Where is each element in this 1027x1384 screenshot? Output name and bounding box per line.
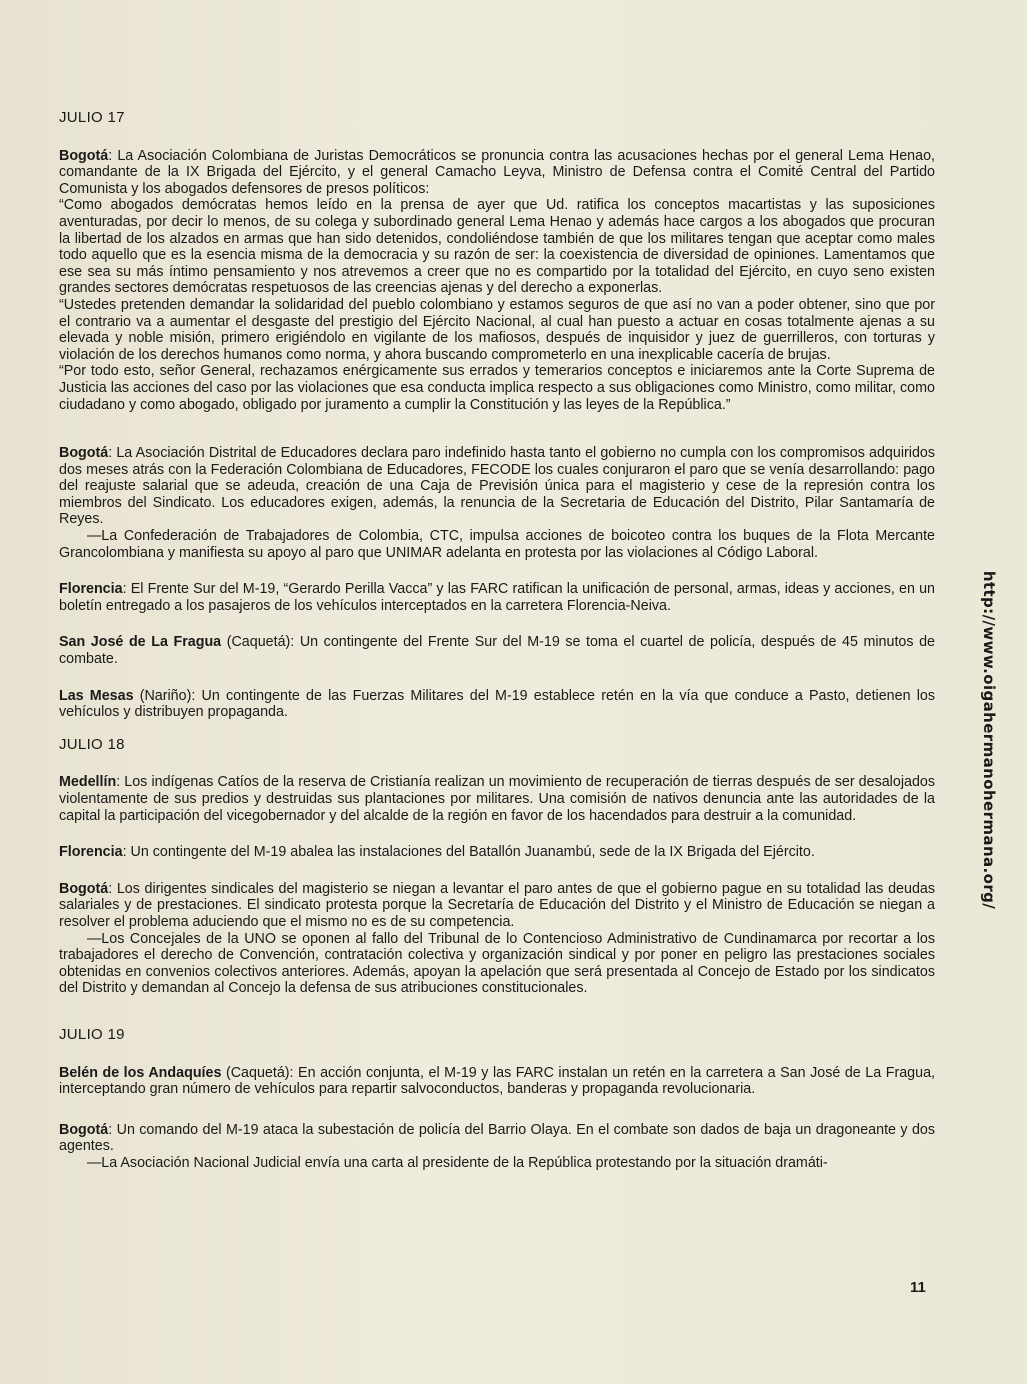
entry-place: Las Mesas bbox=[59, 687, 134, 704]
entry bbox=[59, 688, 935, 721]
entry-text: (Caquetá): En acción conjunta, el M-19 y las FARC instalan un retén en la carretera a San José de La Fragua, interceptando gran número de vehículos para repartir salvoconductos, banderas y propaganda revolucionaria. bbox=[59, 1064, 935, 1098]
entry-place: Florencia bbox=[59, 581, 123, 598]
entry bbox=[59, 148, 935, 414]
entry-place: Bogotá bbox=[59, 445, 109, 462]
section-julio-19 bbox=[59, 1027, 935, 1172]
page-number: 11 bbox=[910, 1279, 926, 1296]
entry-text: : Los dirigentes sindicales del magisterio se niegan a levantar el paro antes de que el gobierno pague en su totalidad las deudas salariales y de prestaciones. El sindicato protesta porque la Secretaría de Educación del Distrito y el Ministro de Educación se niegan a resolver el problema aduciendo que el mismo no es de su competencia. bbox=[59, 880, 935, 930]
entry-place: Bogotá bbox=[59, 880, 109, 897]
side-watermark-url bbox=[979, 570, 999, 910]
entry-place: Florencia bbox=[59, 844, 123, 861]
document-body bbox=[59, 110, 935, 1192]
entry-text: : Un contingente del M-19 abalea las instalaciones del Batallón Juanambú, sede de la IX Brigada del Ejército. bbox=[122, 844, 815, 861]
section-date: JULIO 17 bbox=[59, 109, 125, 126]
entry-place: San José de La Fragua bbox=[59, 634, 222, 651]
entry-text: : El Frente Sur del M-19, “Gerardo Perilla Vacca” y las FARC ratifican la unificación de personal, armas, ideas y acciones, en un boletín entregado a los pasajeros de los vehículos interceptados en la carretera Florencia-Neiva. bbox=[59, 581, 935, 614]
entry bbox=[59, 1065, 935, 1098]
entry-text: : La Asociación Colombiana de Juristas Democráticos se pronuncia contra las acusaciones hechas por el general Lema Henao, comandante de la IX Brigada del Ejército, y el general Camacho Leyva, Ministro de Defensa contra el Comité Central del Partido Comunista y los abogados defensores de presos políticos: bbox=[59, 147, 935, 197]
entry-text: : Un comando del M-19 ataca la subestación de policía del Barrio Olaya. En el combate son dados de baja un dragoneante y dos agentes. bbox=[59, 1121, 935, 1155]
entry bbox=[59, 634, 935, 667]
entry-place: Medellín bbox=[59, 774, 117, 791]
entry bbox=[59, 1122, 935, 1172]
section-date: JULIO 18 bbox=[59, 735, 125, 753]
entry bbox=[59, 844, 935, 861]
section-julio-18 bbox=[59, 737, 935, 997]
entry-place: Bogotá bbox=[59, 147, 109, 164]
section-date: JULIO 19 bbox=[59, 1025, 125, 1043]
section-julio-17 bbox=[59, 110, 935, 721]
entry-text: (Nariño): Un contingente de las Fuerzas Militares del M-19 establece retén en la vía que conduce a Pasto, detienen los vehículos y distribuyen propaganda. bbox=[59, 687, 935, 721]
entry-place: Bogotá bbox=[59, 1121, 109, 1138]
entry-place: Belén de los Andaquíes bbox=[59, 1064, 222, 1081]
entry-paragraph: —Los Concejales de la UNO se oponen al fallo del Tribunal de lo Contencioso Administrativo de Cundinamarca por recortar a los trabajadores el derecho de Convención, contratación colectiva y organización sindical y por poner en peligro las prestaciones sociales obtenidas en convenios colectivos anteriores. Además, apoyan la apelación que será presentada al Concejo de Estado por los sindicatos del Distrito y demandan al Concejo la defensa de sus atribuciones constitucionales. bbox=[59, 930, 935, 997]
entry-paragraph: —La Asociación Nacional Judicial envía una carta al presidente de la República protestando por la situación dramáti- bbox=[87, 1154, 828, 1171]
entry-text: : La Asociación Distrital de Educadores declara paro indefinido hasta tanto el gobierno no cumpla con los compromisos adquiridos dos meses atrás con la Federación Colombiana de Educadores, FECODE los cuales conjuraron el paro que se venía desarrollando: pago del reajuste salarial que se adeuda, creación de una Caja de Previsión única para el magisterio y cese de la represión contra los miembros del Sindicato. Los educadores exigen, además, la renuncia de la Secretaria de Educación del Distrito, Pilar Santamaría de Reyes. bbox=[59, 445, 935, 528]
entry bbox=[59, 774, 935, 824]
entry bbox=[59, 445, 935, 561]
entry-paragraph: “Como abogados demócratas hemos leído en la prensa de ayer que Ud. ratifica los conceptos macartistas y las suposiciones aventuradas, por decir lo menos, de su colega y subordinado general Lema Henao y además hace cargos a los abogados que procuran la libertad de los alzados en armas que han sido detenidos, condoliéndose también de que los militares tengan que aceptar como males todo aquello que es la esencia misma de la democracia y su razón de ser: la coexistencia de diversidad de opiniones. Lamentamos que ese sea su más íntimo pensamiento y nos atrevemos a creer que no es compartido por la totalidad del Ejército, en cuyo seno existen grandes sectores demócratas respetuosos de las creencias ajenas y del derecho a exponerlas. bbox=[59, 197, 935, 297]
side-url-text: http://www.oigahermanohermana.org/ bbox=[980, 570, 998, 910]
entry-text: : Los indígenas Catíos de la reserva de Cristianía realizan un movimiento de recuperación de tierras después de ser desalojados violentamente de sus predios y destruidas sus plantaciones por militares. Una comisión de nativos denuncia ante las autoridades de la capital la participación del vicegobernador y del alcalde de la región en favor de los hacendados para destruir a la comunidad. bbox=[59, 774, 935, 824]
entry bbox=[59, 581, 935, 614]
entry-text: (Caquetá): Un contingente del Frente Sur del M-19 se toma el cuartel de policía, después de 45 minutos de combate. bbox=[59, 634, 936, 668]
entry-paragraph: “Ustedes pretenden demandar la solidaridad del pueblo colombiano y estamos seguros de que así no van a poder obtener, sino que por el contrario va a aumentar el desgaste del prestigio del Ejército Nacional, al cual han puesto a actuar en cosas totalmente ajenas a su elevada y noble misión, primero erigiéndolo en vigilante de los mafiosos, después de inquisidor y juez de guerrilleros, con torturas y violación de los derechos humanos como norma, y ahora buscando comprometerlo en una inexplicable cacería de brujas. bbox=[59, 296, 935, 363]
entry-paragraph: “Por todo esto, señor General, rechazamos enérgicamente sus errados y temerarios conceptos e iniciaremos ante la Corte Suprema de Justicia las acciones del caso por las violaciones que esa conducta implica respecto a sus obligaciones como Ministro, como militar, como ciudadano y como abogado, obligado por juramento a cumplir la Constitución y las leyes de la República.” bbox=[59, 363, 935, 413]
entry bbox=[59, 881, 935, 997]
entry-paragraph: —La Confederación de Trabajadores de Colombia, CTC, impulsa acciones de boicoteo contra los buques de la Flota Mercante Grancolombiana y manifiesta su apoyo al paro que UNIMAR adelanta en protesta por las violaciones al Código Laboral. bbox=[59, 528, 935, 561]
